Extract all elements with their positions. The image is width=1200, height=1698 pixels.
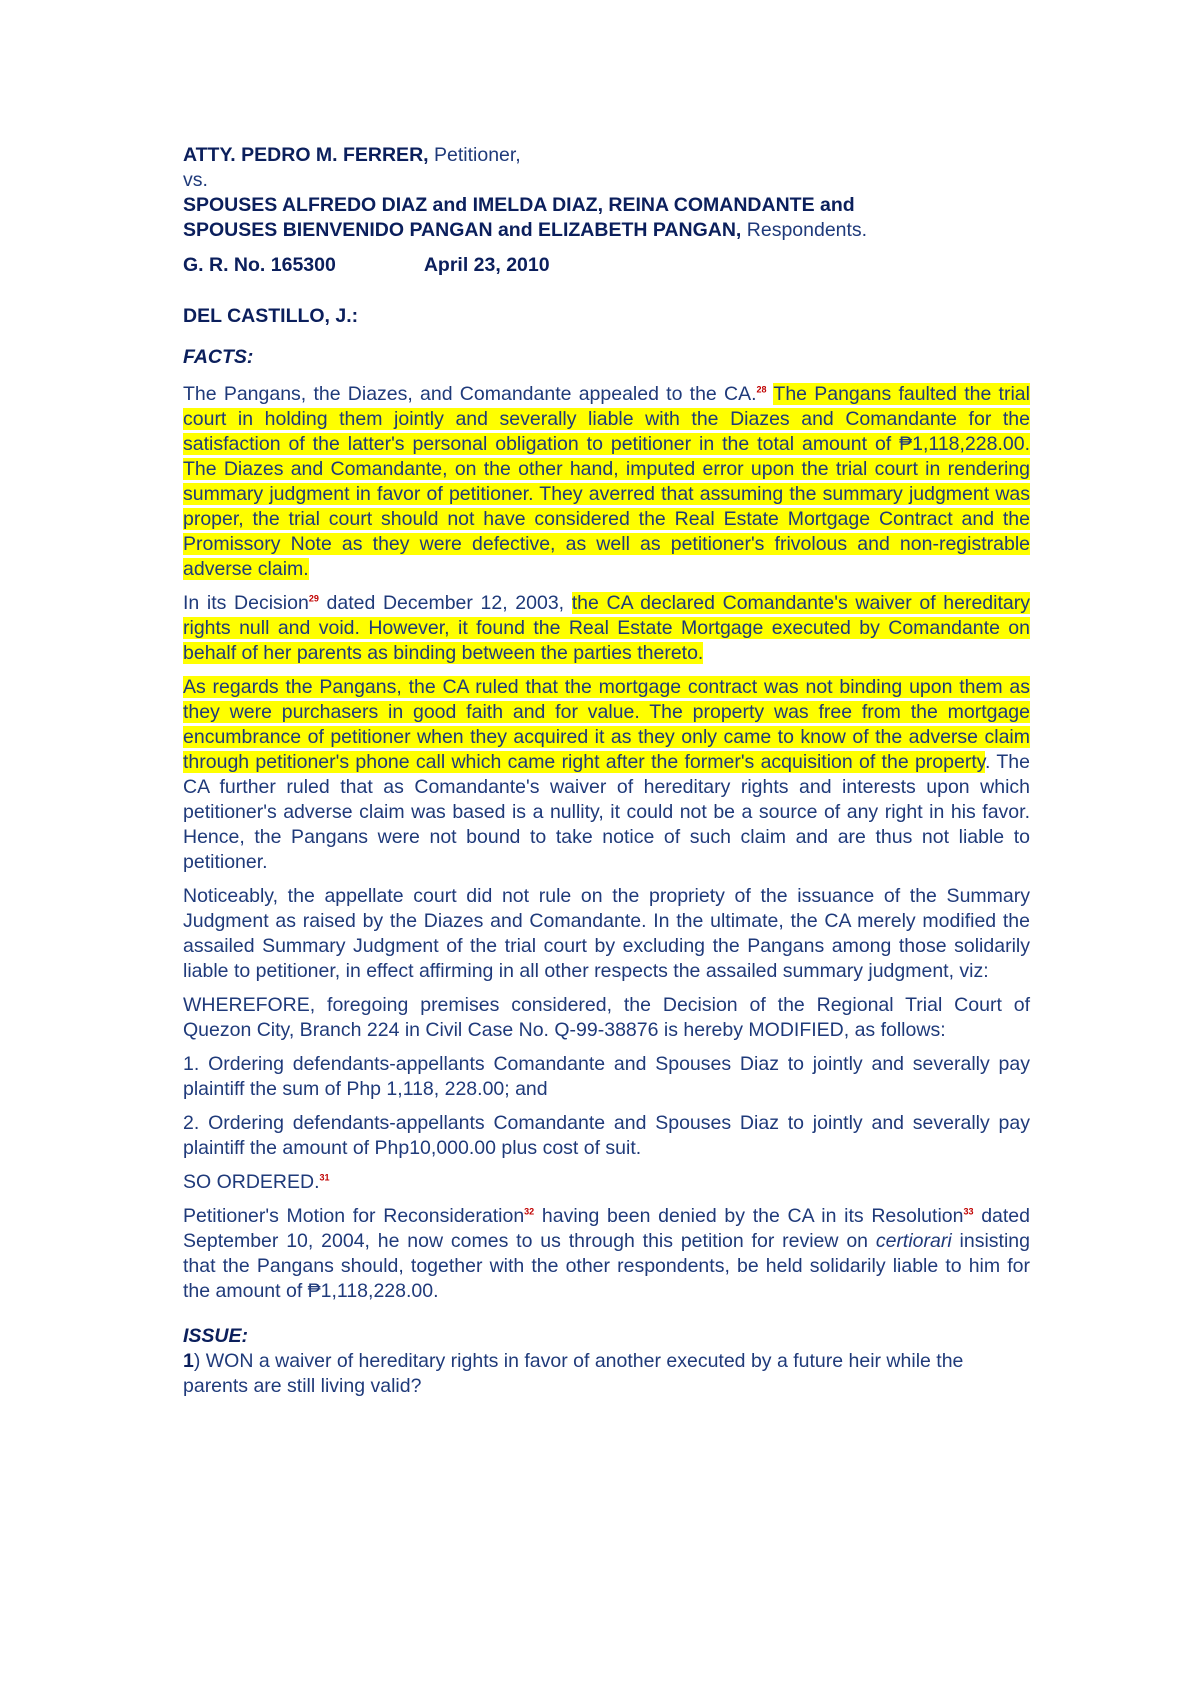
dispositive-item-1: 1. Ordering defendants-appellants Comandante and Spouses Diaz to jointly and severally pay plaintiff the sum of Php 1,118, 228.00; and bbox=[183, 1053, 1030, 1100]
issue-item-1 bbox=[183, 1349, 1030, 1399]
p3-plain: . The CA further ruled that as Comandante's waiver of hereditary rights and interests upon which petitioner's adverse claim was based is a nullity, it could not be a source of any right in his favor. Hence, the Pangans were not bound to take notice of such claim and are thus not liable to petitioner. bbox=[183, 751, 1030, 873]
issue-text: ) WON a waiver of hereditary rights in favor of another executed by a future heir while the parents are still living valid? bbox=[183, 1350, 964, 1397]
ponente: DEL CASTILLO, J.: bbox=[183, 305, 359, 327]
issue-number: 1 bbox=[183, 1350, 194, 1372]
so-ordered bbox=[183, 1170, 1030, 1195]
footnote-ref[interactable]: 33 bbox=[963, 1206, 974, 1217]
footnote-ref[interactable]: 32 bbox=[524, 1206, 535, 1217]
p9-d: insisting that the Pangans should, together with the other respondents, be held solidarily liable to him for the amount of ₱1,118,228.00. bbox=[183, 1230, 1030, 1302]
decision-date: April 23, 2010 bbox=[423, 254, 550, 276]
p2-plain-b: dated December 12, 2003, bbox=[318, 592, 572, 614]
respondents-names: SPOUSES BIENVENIDO PANGAN and ELIZABETH PANGAN, bbox=[183, 219, 742, 241]
footnote-ref[interactable]: 28 bbox=[756, 384, 767, 395]
gr-number: G. R. No. 165300 bbox=[183, 254, 336, 276]
p9-italic: certiorari bbox=[875, 1230, 952, 1252]
facts-paragraph-5: WHEREFORE, foregoing premises considered, the Decision of the Regional Trial Court of Quezon City, Branch 224 in Civil Case No. Q-99-38876 is hereby MODIFIED, as follows: bbox=[183, 994, 1030, 1041]
dispositive-item-2: 2. Ordering defendants-appellants Comandante and Spouses Diaz to jointly and severally pay plaintiff the amount of Php10,000.00 plus cost of suit. bbox=[183, 1112, 1030, 1159]
p1-highlight: The Pangans faulted the trial court in holding them jointly and severally liable with the Diazes and Comandante for the satisfaction of the latter's personal obligation to petitioner in the total amount of ₱1,118,228.00. The Diazes and Comandante, on the other hand, imputed error upon the trial court in rendering summary judgment in favor of petitioner. They averred that assuming the summary judgment was proper, the trial court should not have considered the Real Estate Mortgage Contract and the Promissory Note as they were defective, as well as petitioner's frivolous and non-registrable adverse claim. bbox=[183, 383, 1030, 580]
p9-a: Petitioner's Motion for Reconsideration bbox=[183, 1205, 525, 1227]
petitioner-role: Petitioner, bbox=[434, 144, 521, 166]
facts-heading: FACTS: bbox=[183, 346, 254, 368]
facts-paragraph-1 bbox=[183, 382, 1030, 582]
facts-paragraph-9 bbox=[183, 1204, 1030, 1304]
petitioner-name: ATTY. PEDRO M. FERRER, bbox=[183, 144, 429, 166]
issue-heading: ISSUE: bbox=[183, 1325, 249, 1347]
p2-highlight: the CA declared Comandante's waiver of hereditary rights null and void. However, it found the Real Estate Mortgage executed by Comandante on behalf of her parents as binding between the parties thereto. bbox=[183, 592, 1030, 664]
facts-paragraph-2 bbox=[183, 591, 1030, 666]
p1-plain: The Pangans, the Diazes, and Comandante appealed to the CA. bbox=[183, 383, 757, 405]
facts-paragraph-4: Noticeably, the appellate court did not rule on the propriety of the issuance of the Summary Judgment as raised by the Diazes and Comandante. In the ultimate, the CA merely modified the assailed Summary Judgment of the trial court by excluding the Pangans among those solidarily liable to petitioner, in effect affirming in all other respects the assailed summary judgment, viz: bbox=[183, 885, 1030, 982]
facts-paragraph-3 bbox=[183, 675, 1030, 875]
respondents-role: Respondents. bbox=[746, 219, 868, 241]
p9-b: having been denied by the CA in its Resolution bbox=[534, 1205, 964, 1227]
p9-c: dated September 10, 2004, he now comes to us through this petition for review on bbox=[183, 1205, 1030, 1252]
so-ordered-text: SO ORDERED. bbox=[183, 1171, 320, 1193]
document-page bbox=[183, 143, 1030, 1399]
p3-highlight: As regards the Pangans, the CA ruled that the mortgage contract was not binding upon them as they were purchasers in good faith and for value. The property was free from the mortgage encumbrance of petitioner when they acquired it as they only came to know of the adverse claim through petitioner's phone call which came right after the former's acquisition of the property bbox=[183, 676, 1030, 773]
case-caption bbox=[183, 143, 1030, 329]
footnote-ref[interactable]: 31 bbox=[319, 1172, 330, 1183]
respondents-line-1: SPOUSES ALFREDO DIAZ and IMELDA DIAZ, REINA COMANDANTE and bbox=[183, 194, 855, 216]
footnote-ref[interactable]: 29 bbox=[308, 593, 319, 604]
respondents-line-2 bbox=[183, 218, 1030, 243]
p2-plain-a: In its Decision bbox=[183, 592, 309, 614]
versus-label: vs. bbox=[183, 169, 208, 191]
petitioner-line bbox=[183, 143, 1030, 168]
gr-number-line bbox=[183, 253, 1030, 278]
